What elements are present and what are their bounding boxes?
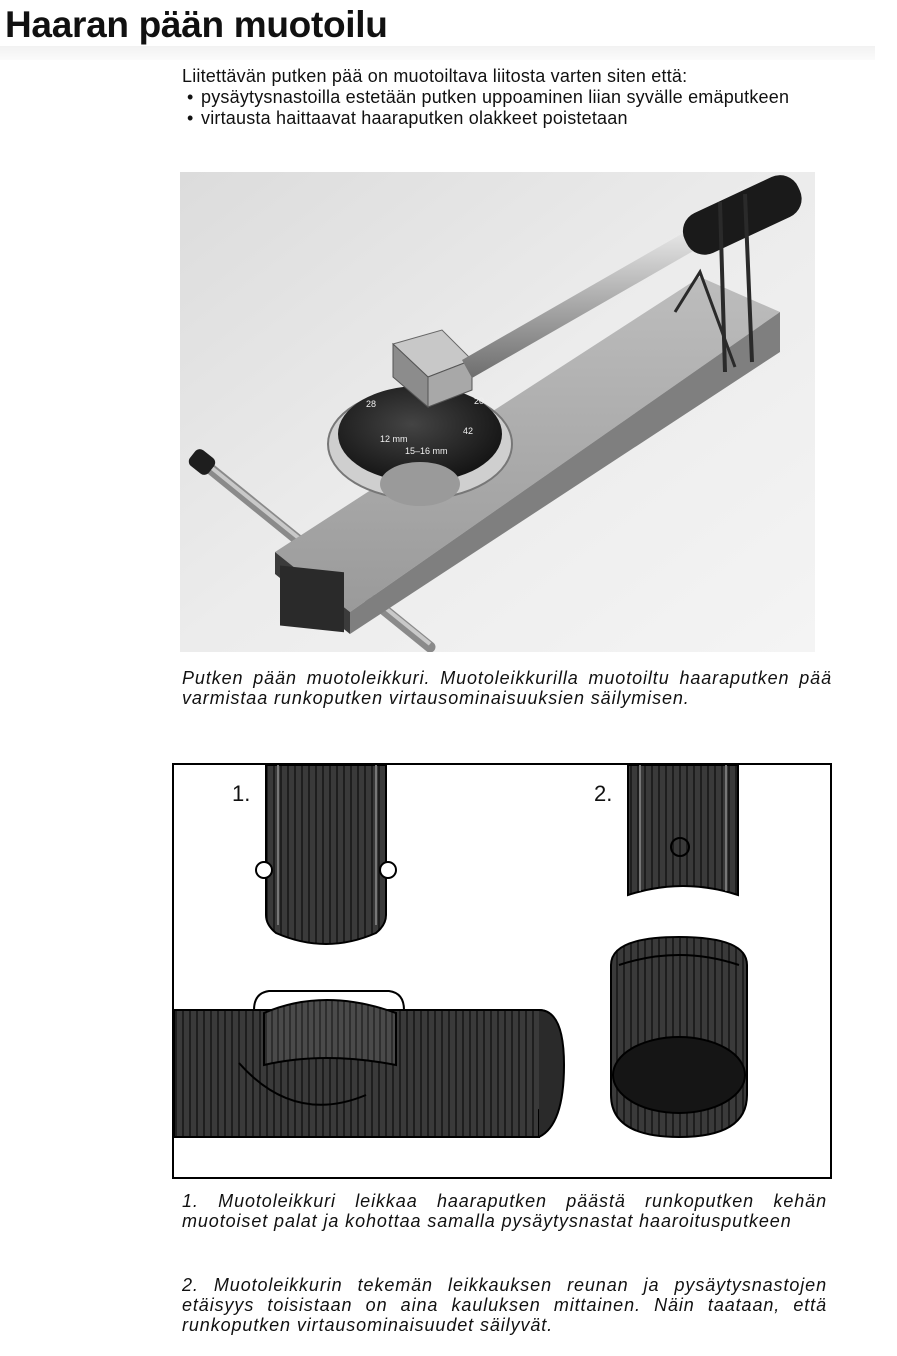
dial-label-20: 20 xyxy=(474,396,485,406)
intro-bullet-1: • pysäytysnastoilla estetään putken uppoaminen liian syvälle emäputkeen xyxy=(182,87,832,108)
pipe-diagram xyxy=(174,765,830,1177)
dial-label-42: 42 xyxy=(463,426,474,436)
intro-lead: Liitettävän putken pää on muotoiltava liitosta varten siten että: xyxy=(182,66,688,86)
title-rule xyxy=(0,46,875,60)
intro-text xyxy=(182,66,832,129)
cutter-tool-photo xyxy=(180,172,815,652)
page-title: Haaran pään muotoilu xyxy=(5,4,388,45)
dial-label-15-16: 15–16 mm xyxy=(405,446,448,456)
stop-pin-right xyxy=(380,862,396,878)
step-2-label: 2. xyxy=(594,781,613,806)
step-1-label: 1. xyxy=(232,781,251,806)
dial-label-28: 28 xyxy=(366,399,377,409)
main-pipe xyxy=(174,991,564,1137)
photo-caption: Putken pään muotoleikkuri. Muotoleikkurilla muotoiltu haaraputken pää varmistaa runkoputken virtausominaisuuksien säilymisen. xyxy=(182,668,832,708)
branch-pipe-1 xyxy=(256,765,396,944)
diagram-caption-2: 2. Muotoleikkurin tekemän leikkauksen reunan ja pysäytysnastojen etäisyys toisistaan on aina kauluksen mittainen. Näin taataan, että runkoputken virtausominaisuudet säilyvät. xyxy=(182,1275,827,1335)
branch-pipe-2 xyxy=(628,765,738,895)
stop-pin-left xyxy=(256,862,272,878)
intro-bullet-list xyxy=(182,87,832,129)
intro-bullet-2: • virtausta haittaavat haaraputken olakkeet poistetaan xyxy=(182,108,832,129)
dial-label-12: 12 mm xyxy=(380,434,408,444)
diagram-caption-1: 1. Muotoleikkuri leikkaa haaraputken päästä runkoputken kehän muotoiset palat ja kohottaa samalla pysäytysnastat haaroitusputkeen xyxy=(182,1191,827,1231)
diagram-panel xyxy=(172,763,832,1179)
collar-socket xyxy=(611,937,747,1137)
